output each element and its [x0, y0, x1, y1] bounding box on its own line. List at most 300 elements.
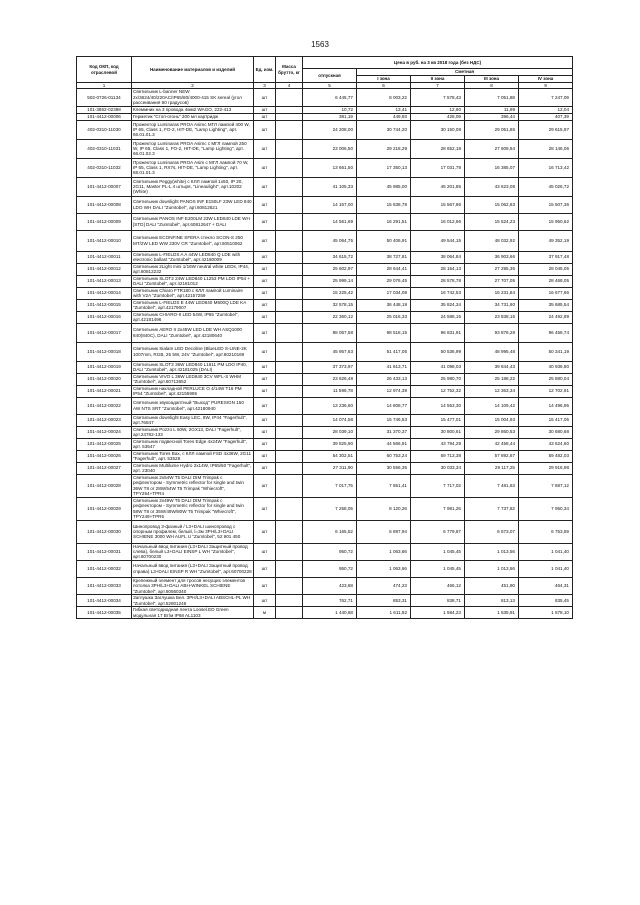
price-zone4: 43 624,60 — [519, 438, 573, 450]
item-name: Светильник L-banner NEW 2x/3624/40/220AC/IP65/80/4000-415 SK sereal (угол рассеивания 60 градусов) — [132, 89, 254, 106]
price-zone4: 7 687,12 — [519, 474, 573, 497]
item-unit: шт — [254, 361, 276, 373]
table-row — [77, 323, 573, 342]
item-unit: шт — [254, 373, 276, 385]
price-zone2: 838,71 — [411, 595, 465, 607]
table-row — [77, 385, 573, 397]
item-code: 101-4412-00025 — [77, 438, 132, 450]
price-zone2: 38 064,84 — [411, 251, 465, 263]
price-zone3: 48 032,92 — [465, 230, 519, 251]
item-code: 101-4412-00023 — [77, 414, 132, 426]
col-number: 6 — [357, 83, 411, 89]
price-release: 45 064,75 — [303, 230, 357, 251]
item-code: 101-4412-00009 — [77, 213, 132, 230]
table-row — [77, 196, 573, 213]
header-estimate: Сметная — [357, 69, 573, 76]
price-zone2: 1 584,23 — [411, 607, 465, 619]
item-code: 101-4412-00031 — [77, 543, 132, 560]
price-release: 950,72 — [303, 560, 357, 577]
item-mass — [276, 397, 303, 414]
item-mass — [276, 342, 303, 361]
price-zone3: 48 995,48 — [465, 342, 519, 361]
header-release: отпускная — [303, 69, 357, 83]
price-zone4: 96 456,74 — [519, 323, 573, 342]
price-zone4: 12,04 — [519, 106, 573, 113]
price-release: 950,72 — [303, 543, 357, 560]
price-zone2: 7 578,43 — [411, 89, 465, 106]
price-release: 762,71 — [303, 595, 357, 607]
price-zone1: 13,41 — [357, 106, 411, 113]
item-unit: шт — [254, 560, 276, 577]
price-zone4: 30 680,68 — [519, 426, 573, 438]
table-row — [77, 275, 573, 287]
item-code: 101-4412-00030 — [77, 520, 132, 543]
table-row — [77, 158, 573, 177]
item-mass — [276, 373, 303, 385]
table-row — [77, 595, 573, 607]
item-mass — [276, 560, 303, 577]
item-code: 101-3862-02398 — [77, 106, 132, 113]
table-header — [77, 57, 573, 89]
item-name: Светильник подвесной Tores Edge 4x24W "Fagerhult", арт. 53547 — [132, 438, 254, 450]
price-zone1: 449,93 — [357, 113, 411, 120]
table-row — [77, 251, 573, 263]
price-zone3: 11,99 — [465, 106, 519, 113]
price-zone1: 29 076,45 — [357, 275, 411, 287]
table-row — [77, 361, 573, 373]
table-row — [77, 299, 573, 311]
item-unit: шт — [254, 323, 276, 342]
item-unit: шт — [254, 397, 276, 414]
item-name: Шинопровод 3-фазный / L3+DALI шинопровод с опорным профилем, белый, l=3м 3PH/L3+DALI SCHIENE 3000 WH AUFL U "Zumtobel", 52 901 450 — [132, 520, 254, 543]
price-release: 381,19 — [303, 113, 357, 120]
item-name: Светильник накладной PERLUCE O 4/14W T16 PM IP54 "Zumtobel", арт.42155995 — [132, 385, 254, 397]
table-row — [77, 263, 573, 275]
table-row — [77, 414, 573, 426]
price-zone3: 27 295,35 — [465, 263, 519, 275]
price-zone4: 25 880,04 — [519, 373, 573, 385]
price-zone3: 16 385,07 — [465, 158, 519, 177]
item-name: Гибкая светодиодная лента Loosel.ED Green модульная 17 Вт/м IP68 AL1103 — [132, 607, 254, 619]
item-mass — [276, 323, 303, 342]
price-zone1: 17 350,13 — [357, 158, 411, 177]
item-mass — [276, 385, 303, 397]
item-name: Клеммник на 3 провода 4мм2 WAGO, 222-413 — [132, 106, 254, 113]
price-zone1: 15 838,78 — [357, 196, 411, 213]
price-zone2: 28 578,78 — [411, 275, 465, 287]
price-zone4: 28 468,05 — [519, 275, 573, 287]
item-code: 101-4412-00019 — [77, 361, 132, 373]
item-unit: шт — [254, 158, 276, 177]
table-row — [77, 230, 573, 251]
item-name: Светильник 2x49W T5 DALI DIM Trimpak с рефлектором - Symmetric reflector for single and twin 58W T8 or 35W/49W/80W T5 Trimpak "Whiecroft", TPY249+TPR5 — [132, 497, 254, 520]
item-unit: м — [254, 607, 276, 619]
item-unit: шт — [254, 299, 276, 311]
item-mass — [276, 577, 303, 594]
item-unit: шт — [254, 311, 276, 323]
price-zone4: 15 507,36 — [519, 196, 573, 213]
item-unit: шт — [254, 342, 276, 361]
item-mass — [276, 113, 303, 120]
price-zone2: 30 033,34 — [411, 462, 465, 474]
price-zone4: 835,45 — [519, 595, 573, 607]
item-mass — [276, 177, 303, 196]
item-mass — [276, 474, 303, 497]
item-code: 502-0726-01134 — [77, 89, 132, 106]
item-code: 101-4412-00021 — [77, 385, 132, 397]
header-zone2: II зона — [411, 76, 465, 83]
price-zone3: 7 051,88 — [465, 89, 519, 106]
price-zone2: 43 794,29 — [411, 438, 465, 450]
price-zone1: 8 120,26 — [357, 497, 411, 520]
item-mass — [276, 196, 303, 213]
header-zone4: IV зона — [519, 76, 573, 83]
price-zone4: 7 247,09 — [519, 89, 573, 106]
price-zone1: 474,23 — [357, 577, 411, 594]
price-zone4: 49 352,19 — [519, 230, 573, 251]
item-name: Светильник SLOT2 36W LED840 L1611 PM LDO IP40, DALI "Zumtobel", арт.42181025 (DALI) — [132, 361, 254, 373]
item-unit: шт — [254, 177, 276, 196]
price-zone2: 45 201,85 — [411, 177, 465, 196]
item-unit: шт — [254, 595, 276, 607]
item-name: Начальный ввод питания (L3+DALI Защитный провод слева), белый L3+DALI EINSP L WH "Zumtobel", арт.60700230 — [132, 543, 254, 560]
col-number: 1 — [77, 83, 132, 89]
price-zone3: 1 013,56 — [465, 560, 519, 577]
item-unit: шт — [254, 251, 276, 263]
item-unit: шт — [254, 385, 276, 397]
item-mass — [276, 158, 303, 177]
price-zone4: 29 916,98 — [519, 462, 573, 474]
col-number: 5 — [303, 83, 357, 89]
price-zone1: 12 974,39 — [357, 385, 411, 397]
item-name: Светильник звукоадаптный "Выход" PURESIGN 150 AW NTS SRT "Zumtobel", арт.42180940 — [132, 397, 254, 414]
item-name: Светильник downlight Easy LEC, 8W, IP44 "Fagerhult", арт.76847 — [132, 414, 254, 426]
price-zone3: 14 109,42 — [465, 397, 519, 414]
price-zone1: 60 753,24 — [357, 450, 411, 462]
price-zone1: 30 556,35 — [357, 462, 411, 474]
price-zone3: 6 573,07 — [465, 520, 519, 543]
price-zone2: 12 752,32 — [411, 385, 465, 397]
price-zone4: 59 482,03 — [519, 450, 573, 462]
price-release: 23 626,48 — [303, 373, 357, 385]
item-unit: шт — [254, 230, 276, 251]
price-zone2: 466,12 — [411, 577, 465, 594]
header-zone3: III зона — [465, 76, 519, 83]
col-number: 4 — [276, 83, 303, 89]
price-zone3: 29 051,86 — [465, 120, 519, 139]
price-zone4: 1 041,40 — [519, 543, 573, 560]
item-name: Светильник CHIARO-II LED 54W, IP65 "Zumtobel", арт.42181496 — [132, 311, 254, 323]
price-zone2: 15 477,01 — [411, 414, 465, 426]
price-release: 23 006,50 — [303, 139, 357, 158]
price-zone3: 36 903,66 — [465, 251, 519, 263]
item-unit: шт — [254, 263, 276, 275]
price-release: 22 360,12 — [303, 311, 357, 323]
item-unit: шт — [254, 287, 276, 299]
price-zone1: 15 746,53 — [357, 414, 411, 426]
item-mass — [276, 520, 303, 543]
price-zone4: 40 938,80 — [519, 361, 573, 373]
price-zone1: 31 370,37 — [357, 426, 411, 438]
table-row — [77, 450, 573, 462]
price-zone4: 28 146,06 — [519, 139, 573, 158]
price-release: 39 825,90 — [303, 438, 357, 450]
header-prices-title: Цена в руб. на 3 кв 2018 года (без НДС) — [303, 57, 573, 69]
item-name: Крепежный элемент для тросов несущих элементов потолка 3PH/L3+DALI ABH-WINKEL SCHIENE "Zumtobel", арт.60560340 — [132, 577, 254, 594]
price-release: 1 440,68 — [303, 607, 357, 619]
price-zone2: 17 031,78 — [411, 158, 465, 177]
item-name: Светильник VIVO L 36W LED840 3CV WFL-S WHM "Zumtobel", арт.60713652 — [132, 373, 254, 385]
item-code: 101-4412-00024 — [77, 426, 132, 438]
price-zone3: 1 535,91 — [465, 607, 519, 619]
item-unit: шт — [254, 106, 276, 113]
item-unit: шт — [254, 89, 276, 106]
item-mass — [276, 275, 303, 287]
item-unit: шт — [254, 520, 276, 543]
price-zone4: 37 917,48 — [519, 251, 573, 263]
item-code: 101-4412-00017 — [77, 323, 132, 342]
item-mass — [276, 595, 303, 607]
price-zone4: 7 950,34 — [519, 497, 573, 520]
item-code: 101-4412-00010 — [77, 230, 132, 251]
item-code: 402-0310-11030 — [77, 120, 132, 139]
item-unit: шт — [254, 462, 276, 474]
item-name: Светильник PANOS INF E200LM 23W LED840 LDE WH [STD] DALI "Zumtobel", арт.60812647 + DALI — [132, 213, 254, 230]
item-code: 101-4412-00029 — [77, 497, 132, 520]
price-zone3: 29 117,25 — [465, 462, 519, 474]
price-release: 25 602,97 — [303, 263, 357, 275]
item-name: Заглушка Заглушка Бел. 3PH/L3+DALI ABSCHL-PL WH "Zumtobel", арт.52801246 — [132, 595, 254, 607]
price-release: 6 445,77 — [303, 89, 357, 106]
price-zone4: 45 026,72 — [519, 177, 573, 196]
price-zone2: 14 553,30 — [411, 397, 465, 414]
price-zone3: 7 737,82 — [465, 497, 519, 520]
item-mass — [276, 106, 303, 113]
item-unit: шт — [254, 113, 276, 120]
price-zone3: 34 731,60 — [465, 299, 519, 311]
item-mass — [276, 543, 303, 560]
item-name: Светильник Sialam LED Decoline (BlueLED S-LINE-2K 1007mm, RGB, 25 5W, 24V "Zumtobel", арт.60210169 — [132, 342, 254, 361]
table-body — [77, 89, 573, 619]
item-name: Светильник AERO II 2x45W LED LDE WH ASQ1000 840(840C), DALI "Zumtobel", арт.42180640 — [132, 323, 254, 342]
item-mass — [276, 213, 303, 230]
table-row — [77, 213, 573, 230]
price-zone3: 39 844,43 — [465, 361, 519, 373]
price-zone1: 1 063,66 — [357, 543, 411, 560]
item-code: 101-4412-00007 — [77, 177, 132, 196]
price-zone2: 16 012,66 — [411, 213, 465, 230]
price-zone3: 12 363,34 — [465, 385, 519, 397]
price-zone2: 30 800,61 — [411, 426, 465, 438]
item-name: Прожектор Luminaras PROA Asimc МГЛ лампой 400 W, IP 65, Class 1, FO-2, HIT-DE, "Lamp Lighting", арт. 66.01.01.3 — [132, 120, 254, 139]
item-name: Светильник 2Light mini 1/16W neutral white LEDs, IP44, арт.60812232 — [132, 263, 254, 275]
item-mass — [276, 299, 303, 311]
page-number: 1563 — [311, 40, 329, 49]
item-name: Светильник Multilume Hydro 2x14W, IP65/50 "Fagerhult", арт. 23040 — [132, 462, 254, 474]
item-code: 402-0310-11032 — [77, 158, 132, 177]
price-zone3: 93 878,28 — [465, 323, 519, 342]
item-unit: шт — [254, 120, 276, 139]
price-release: 24 208,00 — [303, 120, 357, 139]
price-zone4: 50 341,19 — [519, 342, 573, 361]
price-zone1: 26 433,13 — [357, 373, 411, 385]
item-mass — [276, 607, 303, 619]
table-row — [77, 373, 573, 385]
price-release: 10,72 — [303, 106, 357, 113]
price-release: 88 057,58 — [303, 323, 357, 342]
table-row — [77, 342, 573, 361]
item-code: 101-4412-00028 — [77, 474, 132, 497]
item-name: Светильник SLOT2 24W LED840 L1253 PM LDO IP54 + DALI "Zumtobel", арт.42181012 — [132, 275, 254, 287]
price-zone2: 428,09 — [411, 113, 465, 120]
item-name: Светильник Peggy(white) с КЛЛ лампой 1x50, IP 20, 2G11, Master PL-L 4 штыря, "Lineaulight", арт.10202 (White) — [132, 177, 254, 196]
price-release: 28 039,10 — [303, 426, 357, 438]
price-zone3: 7 481,63 — [465, 474, 519, 497]
table-row — [77, 426, 573, 438]
price-zone4: 464,31 — [519, 577, 573, 594]
col-number: 9 — [519, 83, 573, 89]
header-unit: Ед. изм. — [254, 57, 276, 83]
header-zone1: I зона — [357, 76, 411, 83]
price-zone4: 14 496,95 — [519, 397, 573, 414]
item-name: Светильник L-FIELDS A A 44W LED840 Q LDE with electronic ballast "Zumtobel", арт.42180009 — [132, 251, 254, 263]
price-zone4: 6 753,59 — [519, 520, 573, 543]
header-name: Наименование материалов и изделий — [132, 57, 254, 83]
price-release: 34 615,72 — [303, 251, 357, 263]
table-row — [77, 113, 573, 120]
item-name: Светильник L-FIELDS E 44W LED840 M600Q LDE KA "Zumtobel", арт.42179007 — [132, 299, 254, 311]
price-zone2: 1 045,45 — [411, 560, 465, 577]
price-release: 6 165,52 — [303, 520, 357, 543]
item-unit: шт — [254, 497, 276, 520]
price-zone2: 15 567,86 — [411, 196, 465, 213]
price-zone3: 813,13 — [465, 595, 519, 607]
item-name: Светильник 2x54W T5 DALI DIM Trimpak с рефлектором - Symmetric reflector for single and twin 36W T8 or 28W/54W T5 Trimpak "Whiecroft", TPY254+TPR4 — [132, 474, 254, 497]
item-mass — [276, 497, 303, 520]
price-zone1: 25 016,33 — [357, 311, 411, 323]
price-zone3: 29 860,53 — [465, 426, 519, 438]
price-zone1: 14 808,77 — [357, 397, 411, 414]
item-code: 101-4412-00015 — [77, 299, 132, 311]
price-zone4: 15 417,05 — [519, 414, 573, 426]
price-zone4: 1 578,10 — [519, 607, 573, 619]
item-code: 101-4412-00014 — [77, 287, 132, 299]
price-zone1: 50 406,91 — [357, 230, 411, 251]
price-release: 54 302,51 — [303, 450, 357, 462]
item-unit: шт — [254, 196, 276, 213]
item-unit: шт — [254, 426, 276, 438]
table-row — [77, 89, 573, 106]
item-mass — [276, 251, 303, 263]
price-zone2: 28 652,18 — [411, 139, 465, 158]
table-row — [77, 438, 573, 450]
item-name: Прожектор Luminaras PROA Asimc с МГЛ лампой 250 W, IP 65, Class 1, FO-2, HIT-DE, "Lamp Lighting", арт. 66.01.02.3 — [132, 139, 254, 158]
price-release: 25 999,14 — [303, 275, 357, 287]
price-zone1: 36 448,19 — [357, 299, 411, 311]
price-zone4: 24 492,89 — [519, 311, 573, 323]
table-row — [77, 397, 573, 414]
price-zone3: 25 188,22 — [465, 373, 519, 385]
price-zone2: 7 981,26 — [411, 497, 465, 520]
item-unit: шт — [254, 543, 276, 560]
price-release: 7 017,75 — [303, 474, 357, 497]
price-zone4: 407,39 — [519, 113, 573, 120]
item-code: 101-4412-00013 — [77, 275, 132, 287]
item-mass — [276, 414, 303, 426]
price-zone3: 23 838,15 — [465, 311, 519, 323]
price-zone1: 7 851,41 — [357, 474, 411, 497]
price-zone1: 28 644,41 — [357, 263, 411, 275]
price-zone2: 96 831,91 — [411, 323, 465, 342]
item-code: 101-4412-00034 — [77, 595, 132, 607]
price-zone1: 853,31 — [357, 595, 411, 607]
price-zone1: 45 985,00 — [357, 177, 411, 196]
item-unit: шт — [254, 213, 276, 230]
item-code: 101-4412-00016 — [77, 311, 132, 323]
item-mass — [276, 426, 303, 438]
price-zone4: 35 685,54 — [519, 299, 573, 311]
price-zone2: 7 717,02 — [411, 474, 465, 497]
table-row — [77, 577, 573, 594]
price-zone1: 30 744,20 — [357, 120, 411, 139]
price-zone3: 57 892,67 — [465, 450, 519, 462]
price-zone4: 16 677,66 — [519, 287, 573, 299]
table-row — [77, 520, 573, 543]
price-zone1: 16 291,51 — [357, 213, 411, 230]
item-name: Прожектор Luminaras PROA Asim с МГЛ лампой 70 W, IP 65, Class 1, RX7s, HIT-DE, "Lamp Lighting", арт. 68.01.01.3 — [132, 158, 254, 177]
price-zone2: 16 742,53 — [411, 287, 465, 299]
price-table — [76, 56, 573, 619]
table-row — [77, 287, 573, 299]
price-zone3: 451,90 — [465, 577, 519, 594]
table-row — [77, 543, 573, 560]
price-zone1: 1 063,66 — [357, 560, 411, 577]
item-mass — [276, 89, 303, 106]
item-unit: шт — [254, 450, 276, 462]
price-zone2: 28 154,13 — [411, 263, 465, 275]
price-zone3: 1 013,56 — [465, 543, 519, 560]
price-zone3: 27 609,94 — [465, 139, 519, 158]
price-zone1: 41 813,71 — [357, 361, 411, 373]
price-zone4: 12 702,91 — [519, 385, 573, 397]
item-name: Герметик "Стоп-огонь" 300 мл картридж — [132, 113, 254, 120]
item-unit: шт — [254, 438, 276, 450]
price-zone2: 41 098,03 — [411, 361, 465, 373]
price-zone3: 396,44 — [465, 113, 519, 120]
price-zone3: 15 524,23 — [465, 213, 519, 230]
item-code: 101-4412-00035 — [77, 607, 132, 619]
price-release: 7 258,05 — [303, 497, 357, 520]
price-zone2: 25 980,70 — [411, 373, 465, 385]
item-unit: шт — [254, 577, 276, 594]
price-zone2: 1 045,45 — [411, 543, 465, 560]
price-zone3: 42 458,44 — [465, 438, 519, 450]
price-zone2: 30 150,08 — [411, 120, 465, 139]
price-release: 11 596,78 — [303, 385, 357, 397]
header-code: Код ОКП, код отраслевой — [77, 57, 132, 83]
price-release: 14 561,69 — [303, 213, 357, 230]
item-name: Начальный ввод питания (L3+DALI Защитный провод справа) L3+DALI EINSP R WH "Zumtobel", арт.60700228 — [132, 560, 254, 577]
price-zone3: 15 062,83 — [465, 196, 519, 213]
table-row — [77, 311, 573, 323]
item-mass — [276, 438, 303, 450]
price-release: 423,68 — [303, 577, 357, 594]
price-zone4: 16 713,42 — [519, 158, 573, 177]
price-zone1: 1 611,82 — [357, 607, 411, 619]
table-row — [77, 462, 573, 474]
price-zone2: 24 588,15 — [411, 311, 465, 323]
price-zone4: 28 045,05 — [519, 263, 573, 275]
